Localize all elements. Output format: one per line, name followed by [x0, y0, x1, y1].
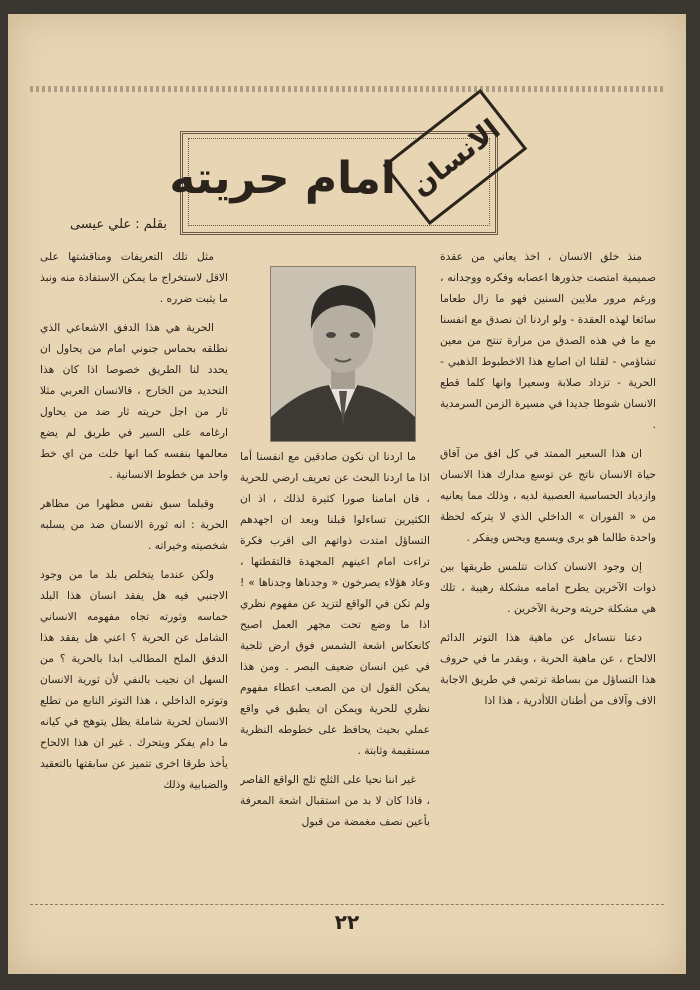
article-title: امام حريته — [169, 153, 396, 204]
column-right — [440, 246, 656, 902]
paragraph: إن وجود الانسان كذات تتلمس طريقها بين ذوات الآخرين يطرح امامه مشكلة رهيبة ، تلك هي مشكلة حريته وحرية الآخرين . — [440, 560, 656, 615]
column-middle — [240, 446, 430, 902]
column-left — [40, 246, 228, 902]
magazine-page — [8, 14, 686, 974]
paragraph: ان هذا السعير الممتد في كل افق من آفاق حياة الانسان ناتج عن توسع مدارك هذا الانسان وازدياد الحساسية العصبية لديه ، وذلك مما يعانيه من « الفوران » الداخلي الذي لا يتركه لحظة واحدة طالما هو يرى ويسمع ويحس ويفكر . — [440, 447, 656, 544]
top-ornament-line — [30, 86, 664, 92]
title-kicker: الانسان — [403, 112, 507, 202]
byline: بقلم : علي عيسى — [70, 217, 167, 232]
author-portrait-image — [271, 267, 415, 441]
page-number: ٢٢ — [334, 910, 360, 934]
paragraph: ما اردنا ان نكون صادقين مع انفسنا أما اذا ما اردنا البحث عن تعريف ارضي للحرية ، فان امامنا صورا كثيرة لذلك ، اذ ان الكثيرين تساءلوا قبلنا وبعد ان اجهدهم التساؤل امتدت ذواتهم الى اقرب فكرة تراءت امام اعينهم المجهدة فالتقطتها ، وعاد هؤلاء يصرخون « وجدناها وجدناها » ! ولم تكن في الواقع لتزيد عن مفهوم نظري اذا ما وضع تحت مجهر العمل اصبح كانعكاس اشعة الشمس فوق ارض ثلجية في عين انسان ضعيف البصر . ومن هذا يمكن القول ان من الصعب اعطاء مفهوم نظري للحرية ويمكن ان يطبق في واقع عملي بحيث يحافظ على خطوطه النظرية مستقيمة وثابتة . — [240, 450, 430, 757]
paragraph: غير اننا نحيا على الثلج ثلج الواقع القاصر ، فاذا كان لا بد من استقبال اشعة المعرفة بأعين نصف مغمضة من قبول — [240, 773, 430, 828]
paragraph: دعنا نتساءل عن ماهية هذا التوتر الدائم الالحاح ، عن ماهية الحرية ، وبقدر ما في حروف هذا التساؤل من بساطة ترتمي في طريق الاجابة الاف وآلاف من أطنان اللاأدرية ، هذا اذا — [440, 631, 656, 707]
author-photo — [270, 266, 416, 442]
footer-rule — [30, 904, 664, 906]
paragraph: وقبلما سبق نفس مظهرا من مظاهر الحرية : انه ثورة الانسان ضد من يسلبه شخصيته وخيراته . — [40, 497, 228, 552]
paragraph: ولكن عندما يتخلص بلد ما من وجود الاجنبي فيه هل يفقد انسان هذا البلد حماسه وثورته تجاه مفهومه الانساني الشامل عن الحرية ؟ اعني هل يفقد هذا الدفق الملح المطالب ابدا بالحرية ؟ من السهل ان نجيب بالنفي لأن ثورية الانسان وتوتره الداخلي ، هذا التوتر النابع من تطلع الانسان لحرية شاملة يظل يتوهج في كيانه ما دام يفكر ويتحرك . غير ان هذا الالحاح يأخذ طرقا اخرى تتميز عن سابقتها بالتعقيد والضبابية وذلك — [40, 568, 228, 791]
paragraph: منذ خلق الانسان ، اخذ يعاني من عقدة صميمية امتصت جذورها اعصابه وفكره ووجدانه ، ورغم مرور ملايين السنين فهو ما زال طعاما سائغا لهذه العقدة - ولو اردنا ان نصدق مع انفسنا مع ما في هذه الصدق من مرارة تنتج من معين تشاؤمي - لقلنا ان اصابع هذا الاخطبوط الذهبي - الحرية - تزداد صلابة وسعيرا وانها كلما قطع الانسان شوطا جديدا في مسيرة الزمن السرمدية . — [440, 250, 656, 431]
paragraph: الحرية هي هذا الدفق الاشعاعي الذي نطلقه بحماس جنوني امام من يحاول ان يحدد لنا الطريق خصوصا اذا كان هذا التحديد من الخارج ، فالانسان العربي مثلا ثار من اجل حريته ثار ضد من يحاول ارغامه على السير في طريق لم يضع معالمها بنفسه كما انها خلت من اي خط واحد من خطوط الانسانية . — [40, 321, 228, 481]
paragraph: مثل تلك التعريفات ومناقشتها على الاقل لاستخراج ما يمكن الاستفادة منه ونبذ ما يثبت ضرره . — [40, 250, 228, 305]
